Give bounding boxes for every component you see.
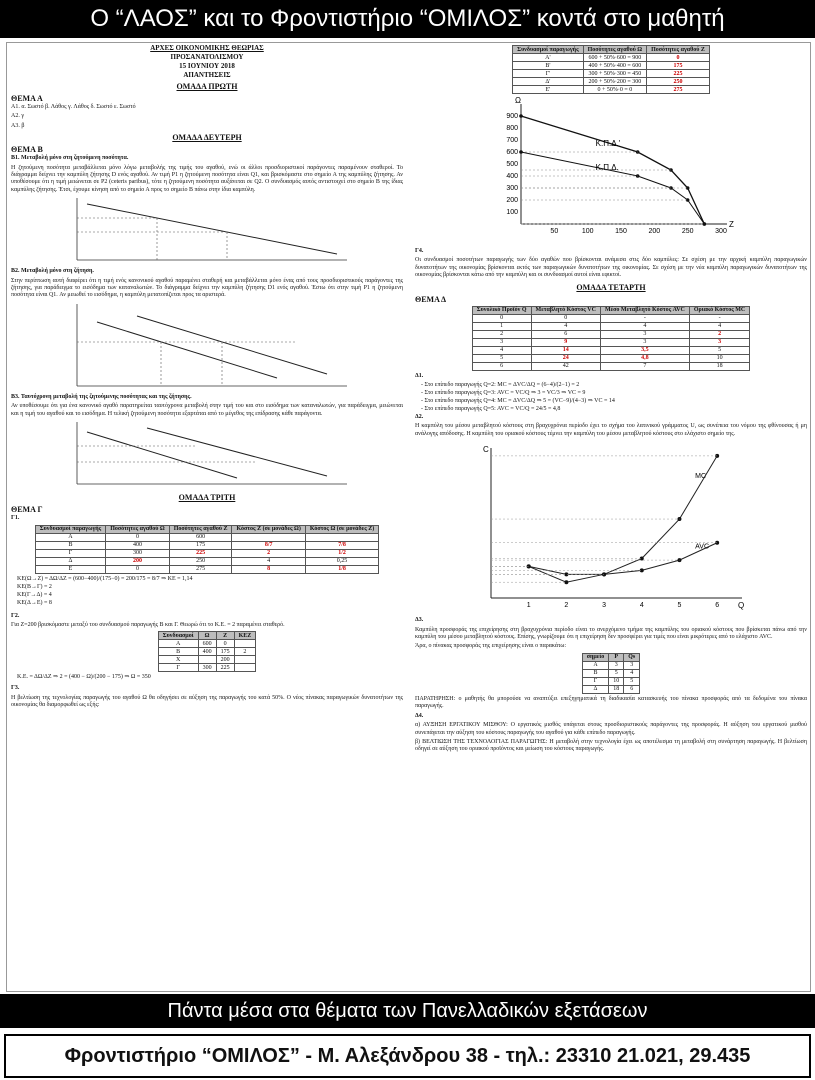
table-row [472, 330, 750, 338]
g3-table-header-row [513, 46, 710, 54]
answer-a2: Α2. γ [11, 113, 24, 120]
g2-label: Γ2. [11, 612, 20, 619]
table-cell: 6 [472, 362, 531, 370]
table-row [513, 62, 710, 70]
g2-header-cell: Ω [198, 632, 216, 640]
table-cell: 400 [106, 541, 170, 549]
d4-text-a: α) ΑΥΞΗΣΗ ΕΡΓΑΤΙΚΟΥ ΜΙΣΘΟΥ: Ο εργατικός μισθός υπάγεται στους προσδιοριστικούς παράγοντες της προσφοράς. Η αύξηση του εργατικού μισθού συνεπάγεται την αύξηση του κόστους παραγωγής του αγαθού για κάθε επίπεδο παραγωγής. [415, 722, 807, 736]
table-cell: 0 [647, 54, 710, 62]
b1-title: Β1. Μεταβολή μόνο στη ζητούμενη ποσότητα. [11, 155, 129, 162]
x-tick-label: 1 [526, 602, 531, 610]
x-axis-label: Q [738, 601, 745, 611]
d1-label: Δ1. [415, 372, 424, 379]
right-column [415, 43, 807, 991]
footer-box [4, 1034, 811, 1078]
cost-series-label: MC [695, 473, 707, 481]
table-cell: 5 [472, 354, 531, 362]
table-row [472, 338, 750, 346]
table-cell: Α' [513, 54, 583, 62]
g4-label: Γ4. [415, 248, 424, 254]
table-cell [232, 533, 305, 541]
table-cell: 275 [169, 565, 232, 573]
g1-header-cell: Συνδυασμοί παραγωγής [35, 525, 105, 533]
b3-title: Β3. Ταυτόχρονη μεταβολή της ζητούμενης ποσότητας και της ζήτησης. [11, 393, 192, 400]
table-cell: 225 [647, 70, 710, 78]
table-row [472, 346, 750, 354]
doc-subtitle-1: ΠΡΟΣΑΝΑΤΟΛΙΣΜΟΥ [170, 53, 244, 61]
table-cell: 3 [600, 338, 689, 346]
table-row [582, 669, 640, 677]
g1-table-header-row [35, 525, 378, 533]
d1-equation: - Στο επίπεδο παραγωγής Q=2: MC = ΔVC/ΔQ = (6−4)/(2−1) = 2 [421, 382, 580, 389]
d2-text: Η καμπύλη του μέσου μεταβλητού κόστους στη βραχυχρόνια περίοδο έχει το σχήμα του λατινικού γράμματος U, ως συνέπεια του νόμου της φθίνουσας ή μη ανάλογης απόδοσης. Η καμπύλη του οριακού κόστους τέμνει την καμπύλη του μέσου μεταβλητού κόστους στο ελάχιστο σημείο της. [415, 423, 807, 437]
table-cell: Δ [582, 685, 609, 693]
table-cell: 275 [647, 86, 710, 94]
y-tick-label: 500 [506, 161, 518, 168]
x-tick-label: 4 [639, 602, 644, 610]
table-cell: 225 [169, 549, 232, 557]
demand-diagram-b3 [57, 420, 357, 490]
d4-text-b: β) ΒΕΛΤΙΩΣΗ ΤΗΣ ΤΕΧΝΟΛΟΓΙΑΣ ΠΑΡΑΓΩΓΗΣ: Η μεταβολή στην τεχνολογία έχει ως αποτέλεσμα τη μεταβολή στη συνάρτηση παραγωγής. Η βελτίωση οδηγεί σε αύξηση του οριακού προϊόντος και μείωση του κόστους παραγωγής. [415, 738, 807, 753]
table-cell [198, 656, 216, 664]
g4-text: Οι συνδυασμοί ποσοτήτων παραγωγής των δύο αγαθών που βρίσκονται ανάμεσα στις δύο καμπύλες: Σε σχέση με την αρχική καμπύλη παραγωγικών δυνατοτήτων της οικονομίας βρίσκονται εκτός των παραγωγικών δυνατοτήτων της οικονομίας. Σε σχέση με την νέα καμπύλη παραγωγικών δυνατοτήτων της οικονομίας βρίσκονται κάτω από την καμπύλη και οι συνδυασμοί αυτοί είναι εφικτοί. [415, 257, 807, 279]
g2-equation: Κ.Ε. = ΔΩ/ΔΖ ⇒ 2 = (400 − Ω)/(200 − 175) ⇒ Ω = 350 [17, 674, 151, 681]
bottom-banner-text: Πάντα μέσα στα θέματα των Πανελλαδικών εξετάσεων [167, 999, 648, 1022]
table-row [35, 557, 378, 565]
table-cell: 400 + 50%·400 = 600 [583, 62, 647, 70]
table-cell: 2 [689, 330, 749, 338]
table-row [472, 314, 750, 322]
table-cell: 3,5 [600, 346, 689, 354]
table-cell: 42 [531, 362, 600, 370]
table-cell [234, 656, 256, 664]
table-cell: Β [582, 669, 609, 677]
b3-text: Αν υποθέσουμε ότι για ένα κανονικό αγαθό παρατηρείται ταυτόχρονα μεταβολή στην τιμή του και στο εισόδημα των καταναλωτών, για παράδειγμα, μειώνεται και η τιμή του αγαθού και το εισόδημα. Η τελική ζητούμενη ποσότητα εξαρτάται από το μέγεθος της επίδρασης κάθε παράγοντα. [11, 403, 403, 417]
table-row [158, 664, 256, 672]
table-row [513, 86, 710, 94]
y-tick-label: 700 [506, 137, 518, 144]
d4-label: Δ4. [415, 712, 424, 719]
g2-table [158, 631, 257, 672]
table-cell: 3 [689, 338, 749, 346]
table-cell: 2 [472, 330, 531, 338]
g1-header-cell: Ποσότητες αγαθού Ζ [169, 525, 232, 533]
g3-label: Γ3. [11, 685, 20, 692]
table-cell: 5 [689, 346, 749, 354]
thema-d-heading: ΘΕΜΑ Δ [415, 294, 447, 304]
table-cell: 600 [169, 533, 232, 541]
table-cell [234, 664, 256, 672]
y-tick-label: 600 [506, 149, 518, 156]
table-cell: 2 [232, 549, 305, 557]
group-two-heading: ΟΜΑΔΑ ΔΕΥΤΕΡΗ [172, 133, 242, 143]
table-cell: 0 [106, 565, 170, 573]
table-cell: 18 [609, 685, 624, 693]
d3-label: Δ3. [415, 617, 424, 624]
table-cell: 250 [169, 557, 232, 565]
table-row [582, 677, 640, 685]
d-header-cell: Μέσο Μεταβλητό Κόστος AVC [600, 306, 689, 314]
table-cell: Β' [513, 62, 583, 70]
supply-header-cell: Qs [624, 653, 640, 661]
table-cell: 8 [232, 565, 305, 573]
table-cell: 18 [689, 362, 749, 370]
g1-equation-4: ΚΕ(Δ→Ε) = 8 [17, 599, 52, 606]
footer-contact-text: Φροντιστήριο “ΟΜΙΛΟΣ” - Μ. Αλεξάνδρου 38 - τηλ.: 23310 21.021, 29.435 [64, 1044, 751, 1067]
g2-text: Για Ζ=200 βρισκόμαστε μεταξύ του συνδυασμού παραγωγής Β και Γ. Θεωρώ ότι το Κ.Ε. = 2 παραμένει σταθερό. [11, 621, 285, 628]
supply-table [582, 653, 641, 694]
y-tick-label: 100 [506, 209, 518, 216]
bottom-banner [0, 994, 815, 1028]
b1-text: Η ζητούμενη ποσότητα μεταβάλλεται μόνο λόγω μεταβολής της τιμής του αγαθού, ενώ οι άλλοι προσδιοριστικοί παράγοντες παραμένουν σταθεροί. Το διάγραμμα δείχνει την καμπύλη ζήτησης D ενός αγαθού. Αν τιμή P1 η ζητούμενη ποσότητα είναι Q1, και βρισκόμαστε στο σημείο Α της καμπύλης ζήτησης. Αν υποθέσουμε ότι η τιμή μειώνεται σε P2 (ceteris paribus), τότε η ζητούμενη ποσότητα αυξάνεται σε Q2. Ο συνδυασμός αυτός αντιστοιχεί στο σημείο Β της ίδιας καμπύλης ζήτησης. Έτσι, έχουμε κίνηση από το σημείο Α προς το σημείο Β πάνω στην ίδια καμπύλη. [11, 164, 403, 193]
table-cell: Ε [35, 565, 105, 573]
d2-label: Δ2. [415, 414, 424, 421]
table-row [582, 661, 640, 669]
table-cell: 175 [216, 648, 234, 656]
g1-equation-2: ΚΕ(Β→Γ) = 2 [17, 583, 52, 590]
y-axis-label: C [483, 445, 489, 455]
x-tick-label: 50 [550, 228, 559, 235]
table-cell: 175 [647, 62, 710, 70]
table-cell: 6 [624, 685, 640, 693]
table-cell: 24 [531, 354, 600, 362]
table-cell: Γ' [513, 70, 583, 78]
table-cell: Α [158, 640, 198, 648]
table-cell: Γ [158, 664, 198, 672]
table-cell: - [689, 314, 749, 322]
table-cell: 300 [106, 549, 170, 557]
doc-subtitle-2: 15 ΙΟΥΝΙΟΥ 2018 [179, 62, 235, 70]
x-tick-label: 6 [715, 602, 720, 610]
table-row [158, 640, 256, 648]
group-four-heading: ΟΜΑΔΑ ΤΕΤΑΡΤΗ [576, 282, 646, 292]
table-cell: 10 [609, 677, 624, 685]
table-cell: 250 [647, 78, 710, 86]
thema-a-heading: ΘΕΜΑ Α [11, 94, 43, 103]
x-tick-label: 300 [715, 228, 727, 235]
g2-table-header-row [158, 632, 256, 640]
ppc-point [636, 174, 640, 178]
table-cell: 0,25 [305, 557, 378, 565]
table-row [472, 354, 750, 362]
y-tick-label: 900 [506, 113, 518, 120]
top-banner-text: Ο “ΛΑΟΣ” και το Φροντιστήριο “ΟΜΙΛΟΣ” κοντά στο μαθητή [90, 5, 725, 32]
table-cell: 10 [689, 354, 749, 362]
table-cell: 14 [531, 346, 600, 354]
table-cell: 0 [531, 314, 600, 322]
x-tick-label: 250 [681, 228, 694, 235]
ppc-point [703, 222, 707, 226]
table-cell [305, 533, 378, 541]
table-cell: 7 [600, 362, 689, 370]
d3-text: Καμπύλη προσφοράς της επιχείρησης στη βραχυχρόνια περίοδο είναι το ανερχόμενο τμήμα της καμπύλης του οριακού κόστους που βρίσκεται πάνω από την καμπύλη του μέσου μεταβλητού κόστους. Επίσης, γνωρίζουμε ότι η επιχείρηση δεν προσφέρει για τιμές που είναι μικρότερες από το ελάχιστο AVC. [415, 626, 807, 641]
supply-table-header-row [582, 653, 640, 661]
table-cell: 3 [609, 661, 624, 669]
x-axis-label: Ζ [729, 220, 734, 229]
d1-equation: - Στο επίπεδο παραγωγής Q=4: MC = ΔVC/ΔQ ⇒ 5 = (VC−9)/(4−3) ⇒ VC = 14 [421, 398, 615, 405]
table-cell [234, 640, 256, 648]
table-cell: 9 [531, 338, 600, 346]
table-cell: 300 [198, 664, 216, 672]
g2-header-cell: Ζ [216, 632, 234, 640]
table-cell: 175 [169, 541, 232, 549]
x-tick-label: 2 [564, 602, 569, 610]
table-cell: Α [582, 661, 609, 669]
ppc-point [636, 150, 640, 154]
x-tick-label: 150 [615, 228, 627, 235]
supply-header-cell: σημείο [582, 653, 609, 661]
table-cell: 4 [232, 557, 305, 565]
d1-equation: - Στο επίπεδο παραγωγής Q=5: AVC = VC/Q = 24/5 = 4,8 [421, 406, 561, 413]
g3-table [512, 45, 710, 94]
g1-equation-1: ΚΕ(Ω→Ζ) = ΔΩ/ΔΖ = (600−400)/(175−0) = 200/175 = 8/7 ⇒ ΚΕ = 1,14 [17, 575, 193, 582]
table-cell: 2 [234, 648, 256, 656]
table-cell: Δ [35, 557, 105, 565]
table-row [35, 541, 378, 549]
g1-header-cell: Ποσότητες αγαθού Ω [106, 525, 170, 533]
g1-equation-3: ΚΕ(Γ→Δ) = 4 [17, 591, 52, 598]
g1-header-cell: Κόστος Ζ (σε μονάδες Ω) [232, 525, 305, 533]
b2-text: Στην περίπτωση αυτή διαφέρει ότι η τιμή ενός κανονικού αγαθού παραμένει σταθερή και μεταβάλλεται μόνο ένας από τους προσδιοριστικούς παράγοντες της ζήτησης, για παράδειγμα το εισόδημα των καταναλωτών. Το διάγραμμα δείχνει την καμπύλη ζήτησης D1 ενός αγαθού. Έστω ότι στην τιμή P1 η ζητούμενη ποσότητα είναι Q1. Αν μειωθεί το εισόδημα, η καμπύλη μετατοπίζεται προς τα αριστερά. [11, 277, 403, 299]
cost-series-label: AVC [695, 543, 710, 551]
table-cell: 3 [624, 661, 640, 669]
table-cell: 200 [216, 656, 234, 664]
table-cell: 0 [106, 533, 170, 541]
table-cell: Γ [35, 549, 105, 557]
table-cell: 3 [600, 330, 689, 338]
demand-shift-diagram-b2 [57, 302, 357, 392]
table-cell: 5 [624, 677, 640, 685]
y-tick-label: 400 [506, 173, 518, 180]
table-cell: 200 [106, 557, 170, 565]
table-row [35, 533, 378, 541]
thema-g-heading: ΘΕΜΑ Γ [11, 505, 43, 515]
table-cell: 400 [198, 648, 216, 656]
y-tick-label: 200 [506, 197, 518, 204]
d3-text-2: Άρα, ο πίνακας προσφοράς της επιχείρησης είναι ο παρακάτω: [415, 643, 567, 650]
answer-a1: Α1. α. Σωστό β. Λάθος γ. Λάθος δ. Σωστό ε. Σωστό [11, 104, 136, 110]
cost-curves-chart [471, 440, 751, 615]
g3-header-cell: Ποσότητες αγαθού Ζ [647, 46, 710, 54]
table-row [513, 78, 710, 86]
table-row [582, 685, 640, 693]
thema-b-heading: ΘΕΜΑ Β [11, 145, 43, 155]
supply-header-cell: P [609, 653, 624, 661]
ppc-chart [491, 96, 734, 246]
table-cell: 225 [216, 664, 234, 672]
table-cell: 5 [609, 669, 624, 677]
table-row [472, 362, 750, 370]
answer-a3: Α3. β [11, 122, 25, 129]
table-cell: Α [35, 533, 105, 541]
table-cell: 4 [689, 322, 749, 330]
table-cell: 3 [472, 338, 531, 346]
table-cell: 600 [198, 640, 216, 648]
table-cell: 600 + 50%·600 = 900 [583, 54, 647, 62]
x-tick-label: 200 [648, 228, 661, 235]
g2-header-cell: ΚΕΖ [234, 632, 256, 640]
table-cell: 4 [472, 346, 531, 354]
table-cell: Ε' [513, 86, 583, 94]
demand-diagram-b1 [57, 196, 357, 266]
table-cell: 4 [531, 322, 600, 330]
g1-table [35, 525, 379, 574]
table-cell: Δ' [513, 78, 583, 86]
table-cell: 200 + 50%·200 = 300 [583, 78, 647, 86]
d-table-header-row [472, 306, 750, 314]
d1-equation: - Στο επίπεδο παραγωγής Q=3: AVC = VC/Q ⇒ 3 = VC/3 ⇒ VC = 9 [421, 390, 586, 397]
table-cell: 1 [472, 322, 531, 330]
x-tick-label: 3 [602, 602, 607, 610]
table-row [158, 656, 256, 664]
g3-header-cell: Συνδυασμοί παραγωγής [513, 46, 583, 54]
table-cell: 4 [600, 322, 689, 330]
d-header-cell: Οριακό Κόστος MC [689, 306, 749, 314]
group-three-heading: ΟΜΑΔΑ ΤΡΙΤΗ [178, 493, 236, 503]
table-cell: Β [35, 541, 105, 549]
y-axis-label: Ω [515, 96, 521, 105]
table-cell: Χ [158, 656, 198, 664]
group-one-heading: ΟΜΑΔΑ ΠΡΩΤΗ [176, 82, 238, 91]
g2-header-cell: Συνδυασμοί [158, 632, 198, 640]
cost-point [677, 517, 681, 521]
table-cell: Β [158, 648, 198, 656]
g1-label: Γ1. [11, 515, 20, 522]
y-tick-label: 300 [506, 185, 518, 192]
ppc-series-label: Κ.Π.Δ.' [595, 139, 621, 148]
table-row [513, 54, 710, 62]
footer [0, 1032, 815, 1080]
table-cell: 7/8 [305, 541, 378, 549]
table-row [35, 549, 378, 557]
cost-point [677, 558, 681, 562]
x-tick-label: 5 [677, 602, 682, 610]
table-row [158, 648, 256, 656]
y-tick-label: 800 [506, 125, 518, 132]
g1-header-cell: Κόστος Ω (σε μονάδες Ζ) [305, 525, 378, 533]
top-banner [0, 0, 815, 38]
g3-header-cell: Ποσότητες αγαθού Ω [583, 46, 647, 54]
table-cell: - [600, 314, 689, 322]
table-cell: Γ [582, 677, 609, 685]
observation-note: ΠΑΡΑΤΗΡΗΣΗ: ο μαθητής θα μπορούσε να αναπτύξει επεξηγηματικά τη διαδικασία κατασκευής του πίνακα προσφοράς από τα δεδομένα του πίνακα παραγωγής. [415, 695, 807, 710]
table-row [513, 70, 710, 78]
g3-text: Η βελτίωση της τεχνολογίας παραγωγής του αγαθού Ω θα οδηγήσει σε αύξηση της παραγωγής του κατά 50%. Ο νέος πίνακας παραγωγικών δυνατοτήτων της οικονομίας θα διαμορφωθεί ως εξής: [11, 694, 403, 709]
table-row [35, 565, 378, 573]
table-cell: 4 [624, 669, 640, 677]
d-header-cell: Συνολικό Προϊόν Q [472, 306, 531, 314]
d-header-cell: Μεταβλητό Κόστος VC [531, 306, 600, 314]
doc-subtitle-3: ΑΠΑΝΤΗΣΕΙΣ [183, 71, 231, 79]
table-cell: 1/8 [305, 565, 378, 573]
x-tick-label: 100 [581, 228, 594, 235]
table-cell: 6 [531, 330, 600, 338]
table-row [472, 322, 750, 330]
left-column [11, 43, 403, 991]
ppc-series-label: Κ.Π.Δ. [595, 163, 619, 172]
b2-title: Β2. Μεταβολή μόνο στη ζήτηση. [11, 268, 94, 275]
table-cell: 0 + 50%·0 = 0 [583, 86, 647, 94]
newspaper-page [6, 42, 811, 992]
table-cell: 300 + 50%·300 = 450 [583, 70, 647, 78]
doc-title: ΑΡΧΕΣ ΟΙΚΟΝΟΜΙΚΗΣ ΘΕΩΡΙΑΣ [150, 44, 264, 52]
d-table [472, 306, 751, 371]
table-cell: 0 [216, 640, 234, 648]
table-cell: 1/2 [305, 549, 378, 557]
table-cell: 4,8 [600, 354, 689, 362]
table-cell: 0 [472, 314, 531, 322]
table-cell: 8/7 [232, 541, 305, 549]
